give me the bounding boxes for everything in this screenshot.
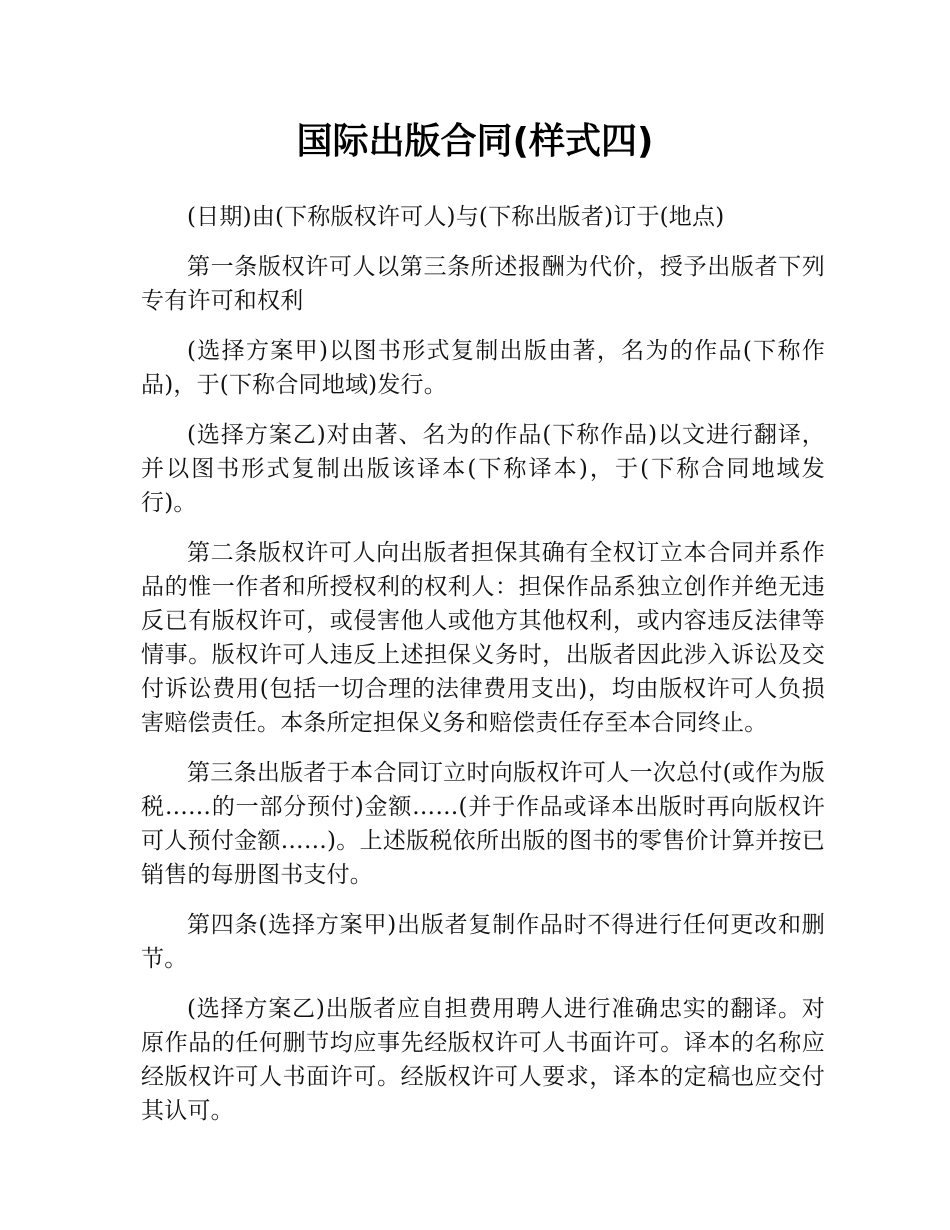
paragraph-article-3: 第三条出版者于本合同订立时向版权许可人一次总付(或作为版税……的一部分预付)金额……(并于作品或译本出版时再向版权许可人预付金额……)。上述版税依所出版的图书的零售价计算并按已销售的每册图书支付。 bbox=[141, 760, 825, 888]
paragraph-option-b-translate: (选择方案乙)对由著、名为的作品(下称作品)以文进行翻译，并以图书形式复制出版该译本(下称译本)，于(下称合同地域发行)。 bbox=[141, 422, 825, 516]
paragraph-article-4-option-b: (选择方案乙)出版者应自担费用聘人进行准确忠实的翻译。对原作品的任何删节均应事先经版权许可人书面许可。译本的名称应经版权许可人书面许可。经版权许可人要求，译本的定稿也应交付其认可。 bbox=[141, 996, 825, 1124]
document-body bbox=[141, 200, 825, 1144]
document-title: 国际出版合同(样式四) bbox=[296, 121, 654, 162]
paragraph-article-4-option-a: 第四条(选择方案甲)出版者复制作品时不得进行任何更改和删节。 bbox=[141, 912, 825, 972]
paragraph-date-parties: (日期)由(下称版权许可人)与(下称出版者)订于(地点) bbox=[187, 204, 725, 230]
paragraph-article-2: 第二条版权许可人向出版者担保其确有全权订立本合同并系作品的惟一作者和所授权利的权利人：担保作品系独立创作并绝无违反已有版权许可，或侵害他人或他方其他权利，或内容违反法律等情事。版权许可人违反上述担保义务时，出版者因此涉入诉讼及交付诉讼费用(包括一切合理的法律费用支出)，均由版权许可人负损害赔偿责任。本条所定担保义务和赔偿责任存至本合同终止。 bbox=[141, 540, 825, 736]
paragraph-article-1: 第一条版权许可人以第三条所述报酬为代价，授予出版者下列专有许可和权利 bbox=[141, 254, 825, 314]
paragraph-option-a-publish: (选择方案甲)以图书形式复制出版由著，名为的作品(下称作品)，于(下称合同地域)发行。 bbox=[141, 338, 825, 398]
